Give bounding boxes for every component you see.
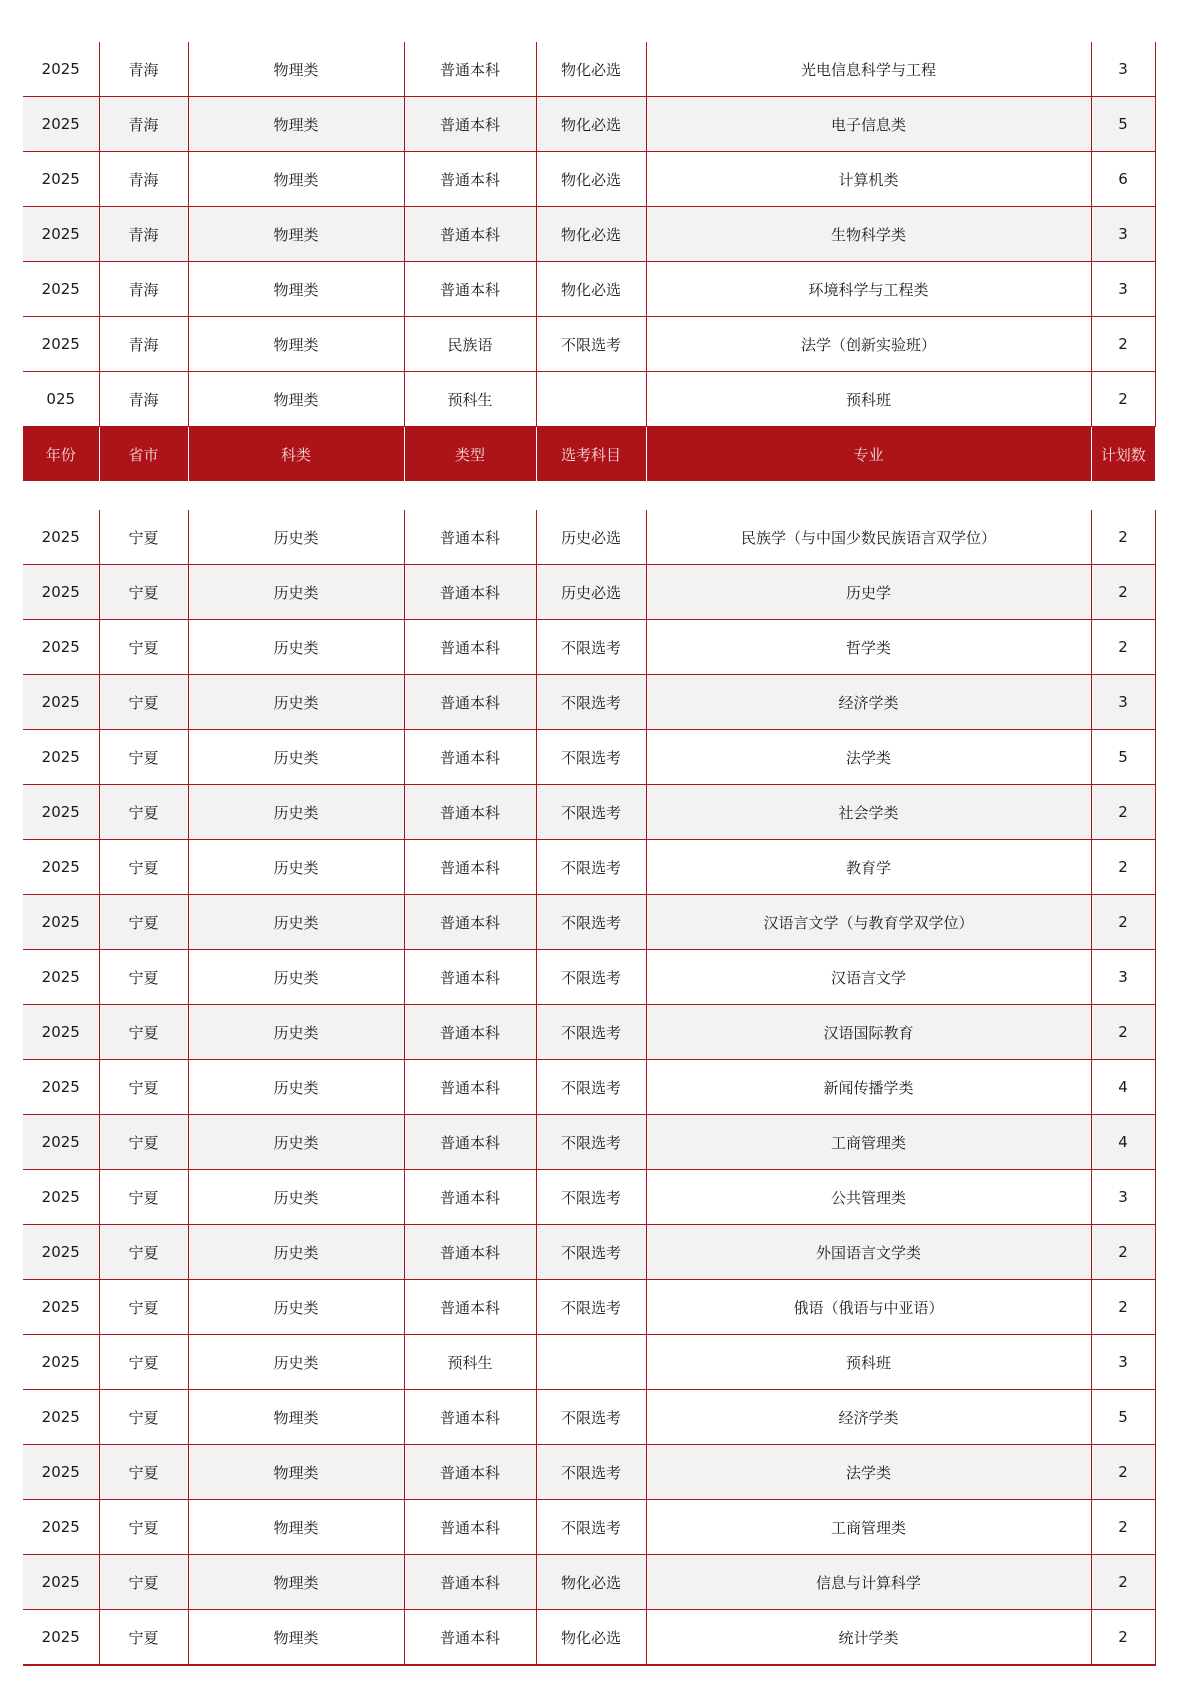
- cell-plan: 3: [1091, 675, 1155, 730]
- cell-subjects: 物化必选: [536, 42, 646, 97]
- cell-province: 青海: [99, 152, 188, 207]
- table-row: [23, 1225, 1155, 1280]
- cell-subjects: 物化必选: [536, 1555, 646, 1610]
- cell-track: 历史类: [188, 895, 404, 950]
- cell-track: 物理类: [188, 262, 404, 317]
- cell-plan: 6: [1091, 152, 1155, 207]
- cell-major: 俄语（俄语与中亚语）: [646, 1280, 1091, 1335]
- cell-type: 普通本科: [404, 565, 536, 620]
- cell-track: 历史类: [188, 1225, 404, 1280]
- cell-year: 025: [23, 372, 99, 427]
- table-row: [23, 207, 1155, 262]
- cell-type: 普通本科: [404, 1225, 536, 1280]
- cell-province: 青海: [99, 262, 188, 317]
- table-row: [23, 895, 1155, 950]
- cell-year: 2025: [23, 895, 99, 950]
- table-row: [23, 1610, 1155, 1666]
- cell-province: 宁夏: [99, 620, 188, 675]
- cell-type: 普通本科: [404, 1060, 536, 1115]
- table-row: [23, 1005, 1155, 1060]
- cell-year: 2025: [23, 42, 99, 97]
- cell-subjects: 不限选考: [536, 1390, 646, 1445]
- cell-major: 民族学（与中国少数民族语言双学位）: [646, 510, 1091, 565]
- cell-major: 历史学: [646, 565, 1091, 620]
- cell-track: 物理类: [188, 42, 404, 97]
- cell-year: 2025: [23, 1610, 99, 1666]
- cell-major: 公共管理类: [646, 1170, 1091, 1225]
- cell-subjects: 不限选考: [536, 1445, 646, 1500]
- header-type: 类型: [404, 427, 536, 481]
- cell-track: 历史类: [188, 1005, 404, 1060]
- table-row: [23, 1170, 1155, 1225]
- cell-track: 物理类: [188, 1390, 404, 1445]
- table-header: [23, 427, 1155, 481]
- cell-type: 预科生: [404, 372, 536, 427]
- cell-subjects: 历史必选: [536, 510, 646, 565]
- cell-subjects: 不限选考: [536, 1225, 646, 1280]
- cell-type: 普通本科: [404, 1555, 536, 1610]
- cell-plan: 3: [1091, 1170, 1155, 1225]
- cell-major: 哲学类: [646, 620, 1091, 675]
- cell-track: 历史类: [188, 620, 404, 675]
- header-subjects: 选考科目: [536, 427, 646, 481]
- cell-year: 2025: [23, 1115, 99, 1170]
- cell-province: 宁夏: [99, 510, 188, 565]
- cell-subjects: [536, 372, 646, 427]
- cell-plan: 3: [1091, 207, 1155, 262]
- cell-plan: 2: [1091, 1500, 1155, 1555]
- cell-type: 普通本科: [404, 1390, 536, 1445]
- cell-track: 物理类: [188, 1610, 404, 1666]
- cell-year: 2025: [23, 510, 99, 565]
- cell-track: 物理类: [188, 317, 404, 372]
- table-row: [23, 262, 1155, 317]
- cell-subjects: 物化必选: [536, 207, 646, 262]
- cell-province: 青海: [99, 372, 188, 427]
- cell-major: 生物科学类: [646, 207, 1091, 262]
- header-plan: 计划数: [1091, 427, 1155, 481]
- cell-type: 普通本科: [404, 785, 536, 840]
- cell-province: 青海: [99, 207, 188, 262]
- header-row: [23, 427, 1155, 481]
- table-row: [23, 1555, 1155, 1610]
- cell-province: 宁夏: [99, 785, 188, 840]
- cell-plan: 5: [1091, 730, 1155, 785]
- cell-province: 宁夏: [99, 950, 188, 1005]
- cell-subjects: 历史必选: [536, 565, 646, 620]
- cell-major: 环境科学与工程类: [646, 262, 1091, 317]
- cell-type: 普通本科: [404, 97, 536, 152]
- cell-track: 物理类: [188, 207, 404, 262]
- cell-major: 经济学类: [646, 675, 1091, 730]
- cell-province: 宁夏: [99, 1390, 188, 1445]
- header-province: 省市: [99, 427, 188, 481]
- cell-province: 宁夏: [99, 1555, 188, 1610]
- cell-subjects: 不限选考: [536, 1115, 646, 1170]
- cell-province: 宁夏: [99, 565, 188, 620]
- cell-type: 普通本科: [404, 1170, 536, 1225]
- cell-track: 物理类: [188, 1500, 404, 1555]
- cell-type: 普通本科: [404, 1500, 536, 1555]
- cell-plan: 3: [1091, 42, 1155, 97]
- cell-province: 宁夏: [99, 1500, 188, 1555]
- cell-track: 历史类: [188, 1280, 404, 1335]
- cell-plan: 3: [1091, 950, 1155, 1005]
- cell-type: 普通本科: [404, 895, 536, 950]
- cell-type: 普通本科: [404, 1445, 536, 1500]
- cell-province: 宁夏: [99, 1610, 188, 1666]
- table-row: [23, 675, 1155, 730]
- cell-major: 法学（创新实验班）: [646, 317, 1091, 372]
- cell-track: 历史类: [188, 950, 404, 1005]
- cell-province: 青海: [99, 97, 188, 152]
- cell-track: 历史类: [188, 1115, 404, 1170]
- cell-plan: 2: [1091, 565, 1155, 620]
- table-row: [23, 1060, 1155, 1115]
- cell-plan: 2: [1091, 620, 1155, 675]
- cell-track: 物理类: [188, 97, 404, 152]
- enrollment-table-ningxia: [23, 510, 1156, 1666]
- cell-year: 2025: [23, 262, 99, 317]
- cell-track: 历史类: [188, 730, 404, 785]
- cell-type: 民族语: [404, 317, 536, 372]
- cell-track: 历史类: [188, 1060, 404, 1115]
- table-row: [23, 1280, 1155, 1335]
- cell-year: 2025: [23, 1225, 99, 1280]
- cell-year: 2025: [23, 1390, 99, 1445]
- cell-plan: 2: [1091, 510, 1155, 565]
- cell-track: 历史类: [188, 565, 404, 620]
- cell-plan: 4: [1091, 1060, 1155, 1115]
- cell-province: 宁夏: [99, 1005, 188, 1060]
- cell-province: 宁夏: [99, 1115, 188, 1170]
- cell-major: 教育学: [646, 840, 1091, 895]
- cell-province: 宁夏: [99, 1445, 188, 1500]
- cell-province: 宁夏: [99, 1280, 188, 1335]
- cell-major: 法学类: [646, 1445, 1091, 1500]
- cell-track: 历史类: [188, 785, 404, 840]
- cell-major: 工商管理类: [646, 1115, 1091, 1170]
- cell-province: 青海: [99, 317, 188, 372]
- cell-major: 预科班: [646, 1335, 1091, 1390]
- cell-type: 普通本科: [404, 840, 536, 895]
- cell-province: 宁夏: [99, 1170, 188, 1225]
- cell-year: 2025: [23, 1005, 99, 1060]
- cell-track: 物理类: [188, 1555, 404, 1610]
- cell-subjects: 不限选考: [536, 895, 646, 950]
- cell-subjects: 物化必选: [536, 262, 646, 317]
- table-row: [23, 97, 1155, 152]
- table-row: [23, 152, 1155, 207]
- table-body-qinghai: [23, 42, 1155, 427]
- cell-plan: 5: [1091, 1390, 1155, 1445]
- cell-year: 2025: [23, 97, 99, 152]
- cell-type: 普通本科: [404, 1610, 536, 1666]
- cell-type: 普通本科: [404, 42, 536, 97]
- cell-subjects: 物化必选: [536, 97, 646, 152]
- cell-plan: 2: [1091, 1005, 1155, 1060]
- cell-major: 汉语言文学（与教育学双学位）: [646, 895, 1091, 950]
- cell-track: 历史类: [188, 510, 404, 565]
- cell-type: 普通本科: [404, 620, 536, 675]
- cell-plan: 5: [1091, 97, 1155, 152]
- cell-type: 普通本科: [404, 262, 536, 317]
- cell-type: 普通本科: [404, 1005, 536, 1060]
- cell-subjects: 不限选考: [536, 620, 646, 675]
- cell-year: 2025: [23, 1060, 99, 1115]
- cell-track: 历史类: [188, 840, 404, 895]
- cell-plan: 2: [1091, 840, 1155, 895]
- cell-major: 外国语言文学类: [646, 1225, 1091, 1280]
- cell-plan: 2: [1091, 895, 1155, 950]
- cell-track: 物理类: [188, 372, 404, 427]
- cell-province: 宁夏: [99, 1060, 188, 1115]
- cell-subjects: 不限选考: [536, 675, 646, 730]
- cell-year: 2025: [23, 317, 99, 372]
- cell-year: 2025: [23, 785, 99, 840]
- cell-year: 2025: [23, 1555, 99, 1610]
- cell-year: 2025: [23, 1280, 99, 1335]
- table-row: [23, 510, 1155, 565]
- cell-subjects: 不限选考: [536, 785, 646, 840]
- cell-major: 汉语言文学: [646, 950, 1091, 1005]
- cell-year: 2025: [23, 620, 99, 675]
- cell-subjects: 物化必选: [536, 1610, 646, 1666]
- cell-year: 2025: [23, 1170, 99, 1225]
- cell-year: 2025: [23, 565, 99, 620]
- enrollment-table-qinghai: [23, 42, 1156, 427]
- cell-subjects: 不限选考: [536, 1005, 646, 1060]
- cell-subjects: 物化必选: [536, 152, 646, 207]
- cell-plan: 4: [1091, 1115, 1155, 1170]
- cell-year: 2025: [23, 730, 99, 785]
- table-row: [23, 730, 1155, 785]
- table-row: [23, 785, 1155, 840]
- cell-year: 2025: [23, 1445, 99, 1500]
- table-row: [23, 620, 1155, 675]
- table-row: [23, 950, 1155, 1005]
- cell-major: 工商管理类: [646, 1500, 1091, 1555]
- table-row: [23, 1390, 1155, 1445]
- cell-plan: 2: [1091, 1225, 1155, 1280]
- cell-type: 普通本科: [404, 950, 536, 1005]
- cell-year: 2025: [23, 675, 99, 730]
- cell-major: 预科班: [646, 372, 1091, 427]
- cell-plan: 2: [1091, 1280, 1155, 1335]
- cell-type: 普通本科: [404, 675, 536, 730]
- cell-type: 普通本科: [404, 207, 536, 262]
- cell-plan: 2: [1091, 1555, 1155, 1610]
- header-track: 科类: [188, 427, 404, 481]
- cell-subjects: 不限选考: [536, 1170, 646, 1225]
- cell-type: 普通本科: [404, 510, 536, 565]
- cell-province: 宁夏: [99, 1225, 188, 1280]
- cell-subjects: 不限选考: [536, 1280, 646, 1335]
- cell-subjects: 不限选考: [536, 950, 646, 1005]
- table-row: [23, 1335, 1155, 1390]
- cell-subjects: 不限选考: [536, 1060, 646, 1115]
- table-row: [23, 317, 1155, 372]
- cell-track: 物理类: [188, 1445, 404, 1500]
- table-row: [23, 840, 1155, 895]
- header-year: 年份: [23, 427, 99, 481]
- cell-province: 宁夏: [99, 895, 188, 950]
- cell-plan: 2: [1091, 1445, 1155, 1500]
- cell-subjects: 不限选考: [536, 1500, 646, 1555]
- cell-subjects: 不限选考: [536, 317, 646, 372]
- cell-type: 普通本科: [404, 152, 536, 207]
- cell-subjects: [536, 1335, 646, 1390]
- cell-track: 历史类: [188, 1170, 404, 1225]
- cell-plan: 2: [1091, 1610, 1155, 1666]
- cell-major: 法学类: [646, 730, 1091, 785]
- cell-plan: 3: [1091, 1335, 1155, 1390]
- table-row: [23, 1445, 1155, 1500]
- cell-subjects: 不限选考: [536, 730, 646, 785]
- cell-type: 普通本科: [404, 730, 536, 785]
- cell-year: 2025: [23, 152, 99, 207]
- table-row: [23, 1115, 1155, 1170]
- cell-major: 信息与计算科学: [646, 1555, 1091, 1610]
- cell-major: 新闻传播学类: [646, 1060, 1091, 1115]
- table-row: [23, 1500, 1155, 1555]
- cell-type: 普通本科: [404, 1115, 536, 1170]
- cell-plan: 2: [1091, 317, 1155, 372]
- cell-major: 经济学类: [646, 1390, 1091, 1445]
- table-row: [23, 42, 1155, 97]
- cell-year: 2025: [23, 207, 99, 262]
- cell-track: 历史类: [188, 675, 404, 730]
- cell-major: 计算机类: [646, 152, 1091, 207]
- table-body-ningxia: [23, 510, 1155, 1665]
- cell-plan: 2: [1091, 372, 1155, 427]
- table-row: [23, 565, 1155, 620]
- cell-major: 社会学类: [646, 785, 1091, 840]
- cell-plan: 2: [1091, 785, 1155, 840]
- cell-province: 宁夏: [99, 675, 188, 730]
- cell-major: 统计学类: [646, 1610, 1091, 1666]
- cell-year: 2025: [23, 1335, 99, 1390]
- cell-type: 普通本科: [404, 1280, 536, 1335]
- cell-province: 青海: [99, 42, 188, 97]
- cell-major: 汉语国际教育: [646, 1005, 1091, 1060]
- cell-plan: 3: [1091, 262, 1155, 317]
- cell-major: 电子信息类: [646, 97, 1091, 152]
- cell-track: 物理类: [188, 152, 404, 207]
- cell-province: 宁夏: [99, 730, 188, 785]
- cell-track: 历史类: [188, 1335, 404, 1390]
- cell-type: 预科生: [404, 1335, 536, 1390]
- cell-province: 宁夏: [99, 840, 188, 895]
- cell-major: 光电信息科学与工程: [646, 42, 1091, 97]
- table-row: [23, 372, 1155, 427]
- cell-year: 2025: [23, 950, 99, 1005]
- header-major: 专业: [646, 427, 1091, 481]
- cell-province: 宁夏: [99, 1335, 188, 1390]
- cell-year: 2025: [23, 1500, 99, 1555]
- cell-year: 2025: [23, 840, 99, 895]
- cell-subjects: 不限选考: [536, 840, 646, 895]
